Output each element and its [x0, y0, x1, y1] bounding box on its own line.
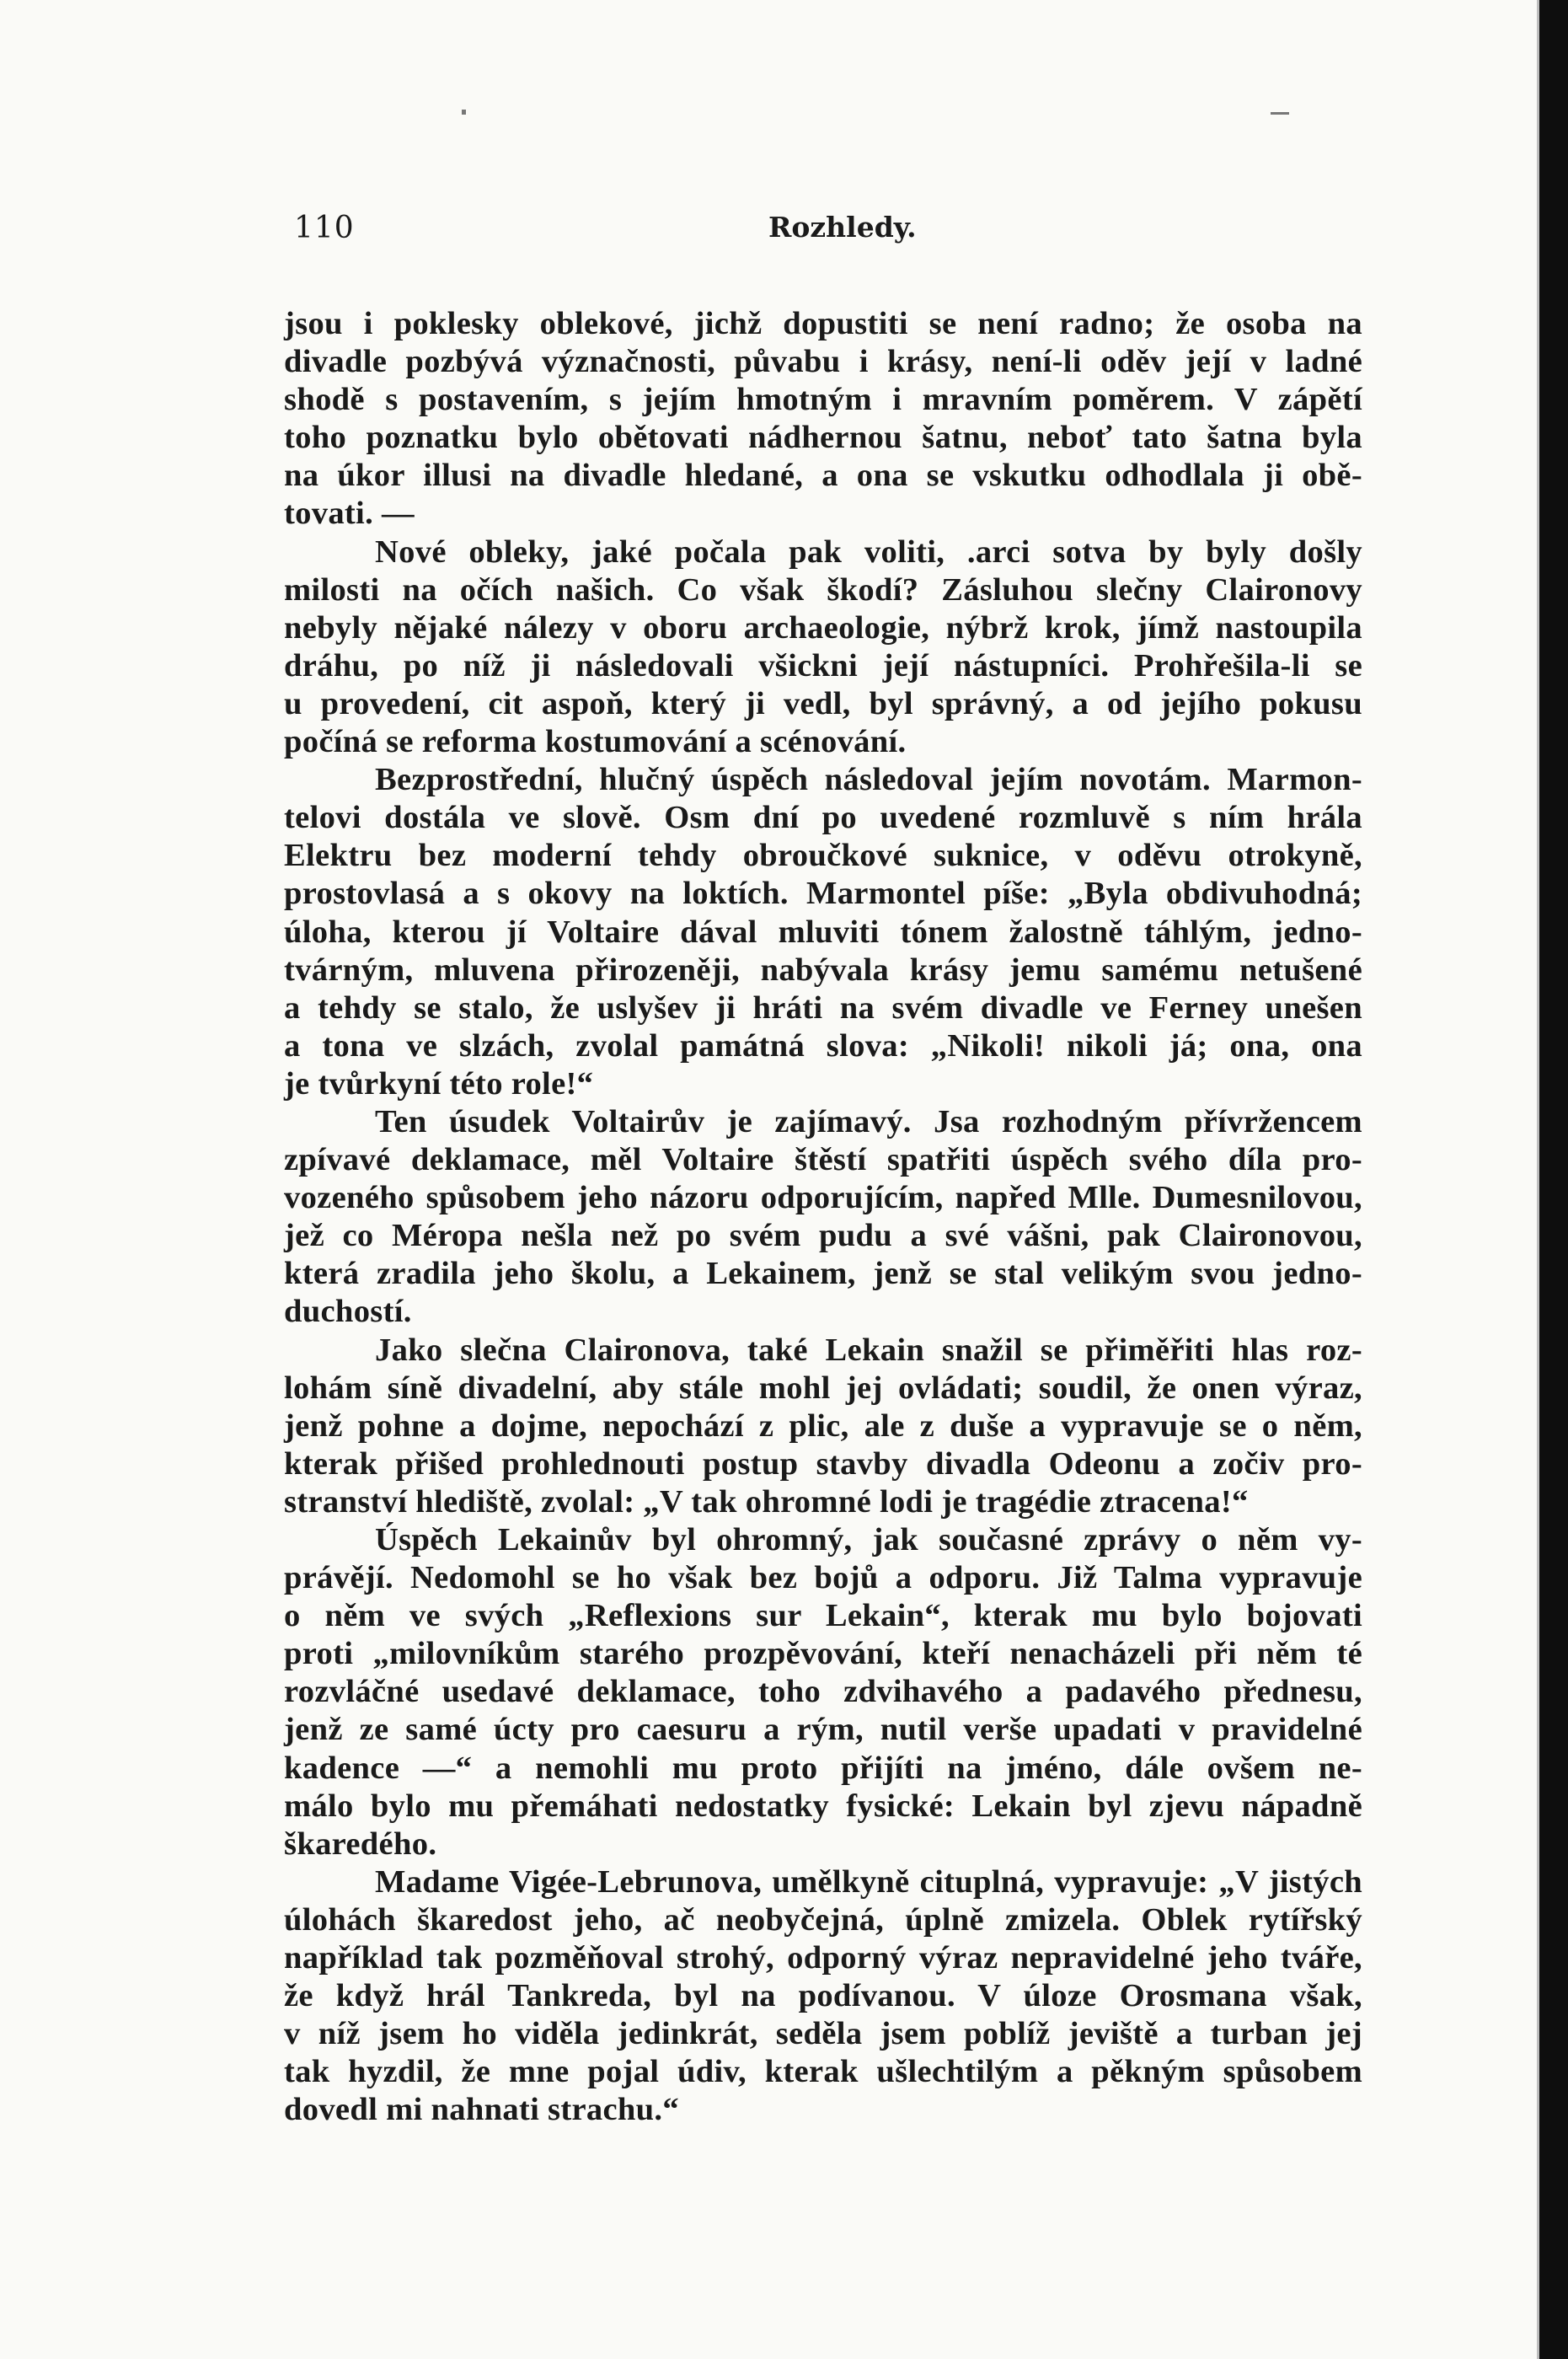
text-line: je tvůrkyní této role!“: [284, 1065, 594, 1102]
text-line: na úkor illusi na divadle hledané, a ona se vskutku odhodlala ji obě-: [284, 458, 1362, 494]
text-line: a tehdy se stalo, že uslyšev ji hráti na svém divadle ve Ferney unešen: [284, 989, 1362, 1026]
paragraph: [284, 533, 1362, 762]
text-line: málo bylo mu přemáhati nedostatky fysické: Lekain byl zjevu nápadně: [284, 1788, 1362, 1824]
paragraph: [284, 1103, 1362, 1332]
paragraph: [284, 1521, 1362, 1863]
text-line: Ten úsudek Voltairův je zajímavý. Jsa rozhodným přívržencem: [375, 1103, 1362, 1139]
text-line: úlohách škaredost jeho, ač neobyčejná, úplně zmizela. Oblek rytířský: [284, 1901, 1362, 1938]
text-line: stranství hlediště, zvolal: „V tak ohromné lodi je tragédie ztracena!“: [284, 1483, 1249, 1520]
text-line: proti „milovníkům starého prozpěvování, kteří nenacházeli při něm té: [284, 1636, 1362, 1672]
text-line: jenž ze samé úcty pro caesuru a rým, nutil verše upadati v pravidelné: [284, 1712, 1362, 1748]
text-line: Madame Vigée-Lebrunova, umělkyně cituplná, vypravuje: „V jistých: [375, 1863, 1362, 1900]
text-line: například tak pozměňoval strohý, odporný výraz nepravidelné jeho tváře,: [284, 1940, 1362, 1976]
text-line: že když hrál Tankreda, byl na podívanou. V úloze Orosmana však,: [284, 1978, 1362, 2014]
text-line: vozeného spůsobem jeho názoru odporujícím, napřed Mlle. Dumesnilovou,: [284, 1180, 1362, 1216]
text-line: Jako slečna Claironova, také Lekain snažil se přiměřiti hlas roz-: [375, 1332, 1362, 1368]
text-line: milosti na očích našich. Co však škodí? Zásluhou slečny Claironovy: [284, 571, 1362, 608]
page-edge-line: [1537, 0, 1539, 2359]
text-line: počíná se reforma kostumování a scénování.: [284, 724, 907, 760]
scan-mark: [462, 110, 466, 115]
scan-mark: [1271, 112, 1289, 115]
running-head: Rozhledy.: [768, 211, 917, 244]
text-line: lohám síně divadelní, aby stále mohl jej ovládati; soudil, že onen výraz,: [284, 1370, 1362, 1406]
text-line: telovi dostála ve slově. Osm dní po uvedené rozmluvě s ním hrála: [284, 800, 1362, 836]
page-header: [284, 211, 1362, 253]
text-line: dovedl mi nahnati strachu.“: [284, 2092, 679, 2128]
text-line: duchostí.: [284, 1294, 412, 1330]
body-text: [284, 305, 1362, 2130]
text-line: u provedení, cit aspoň, který ji vedl, byl správný, a od jejího pokusu: [284, 685, 1362, 721]
text-line: a tona ve slzách, zvolal památná slova: „Nikoli! nikoli já; ona, ona: [284, 1027, 1362, 1064]
text-line: Úspěch Lekainův byl ohromný, jak současné zprávy o něm vy-: [375, 1522, 1362, 1557]
paragraph: [284, 761, 1362, 1103]
text-line: zpívavé deklamace, měl Voltaire štěstí spatřiti úspěch svého díla pro-: [284, 1142, 1362, 1178]
text-line: kterak přišed prohlednouti postup stavby divadla Odeonu a zočiv pro-: [284, 1445, 1362, 1482]
text-line: v níž jsem ho viděla jedinkrát, seděla jsem poblíž jeviště a turban jej: [284, 2016, 1362, 2052]
text-line: dráhu, po níž ji následovali všickni její nástupníci. Prohřešila-li se: [284, 647, 1362, 684]
page-edge-shadow: [1539, 0, 1568, 2359]
text-line: jsou i poklesky oblekové, jichž dopustiti se není radno; že osoba na: [284, 306, 1362, 341]
text-line: kadence —“ a nemohli mu proto přijíti na jméno, dále ovšem ne-: [284, 1750, 1362, 1786]
paragraph: [284, 1332, 1362, 1521]
text-line: toho poznatku bylo obětovati nádhernou šatnu, neboť tato šatna byla: [284, 420, 1362, 456]
text-line: o něm ve svých „Reflexions sur Lekain“, kterak mu bylo bojovati: [284, 1598, 1362, 1634]
text-line: tovati. —: [284, 496, 415, 532]
text-line: jež co Méropa nešla než po svém pudu a své vášni, pak Claironovou,: [284, 1218, 1362, 1254]
text-line: škaredého.: [284, 1826, 437, 1862]
text-line: tak hyzdil, že mne pojal údiv, kterak ušlechtilým a pěkným spůsobem: [284, 2054, 1362, 2090]
text-line: rozvláčné usedavé deklamace, toho zdvihavého a padavého přednesu,: [284, 1674, 1362, 1710]
book-page: [284, 211, 1362, 2130]
paragraph: [284, 305, 1362, 533]
text-line: Elektru bez moderní tehdy obroučkové suknice, v oděvu otrokyně,: [284, 838, 1362, 874]
text-line: tvárným, mluvena přirozeněji, nabývala krásy jemu samému netušené: [284, 952, 1362, 988]
text-line: Bezprostřední, hlučný úspěch následoval jejím novotám. Marmon-: [375, 762, 1362, 798]
text-line: divadle pozbývá význačnosti, půvabu i krásy, není-li oděv její v ladné: [284, 344, 1362, 380]
text-line: která zradila jeho školu, a Lekainem, jenž se stal velikým svou jedno-: [284, 1256, 1362, 1292]
text-line: jenž pohne a dojme, nepochází z plic, ale z duše a vypravuje se o něm,: [284, 1407, 1362, 1444]
text-line: úloha, kterou jí Voltaire dával mluviti tónem žalostně táhlým, jedno-: [284, 914, 1362, 950]
page-number: 110: [294, 211, 355, 245]
text-line: prostovlasá a s okovy na loktích. Marmontel píše: „Byla obdivuhodná;: [284, 876, 1362, 912]
paragraph: [284, 1863, 1362, 2130]
text-line: shodě s postavením, s jejím hmotným i mravním poměrem. V zápětí: [284, 382, 1362, 418]
text-line: nebyly nějaké nálezy v oboru archaeologie, nýbrž krok, jímž nastoupila: [284, 609, 1362, 646]
text-line: Nové obleky, jaké počala pak voliti, .arci sotva by byly došly: [375, 533, 1362, 570]
text-line: právějí. Nedomohl se ho však bez bojů a odporu. Již Talma vypravuje: [284, 1560, 1362, 1596]
